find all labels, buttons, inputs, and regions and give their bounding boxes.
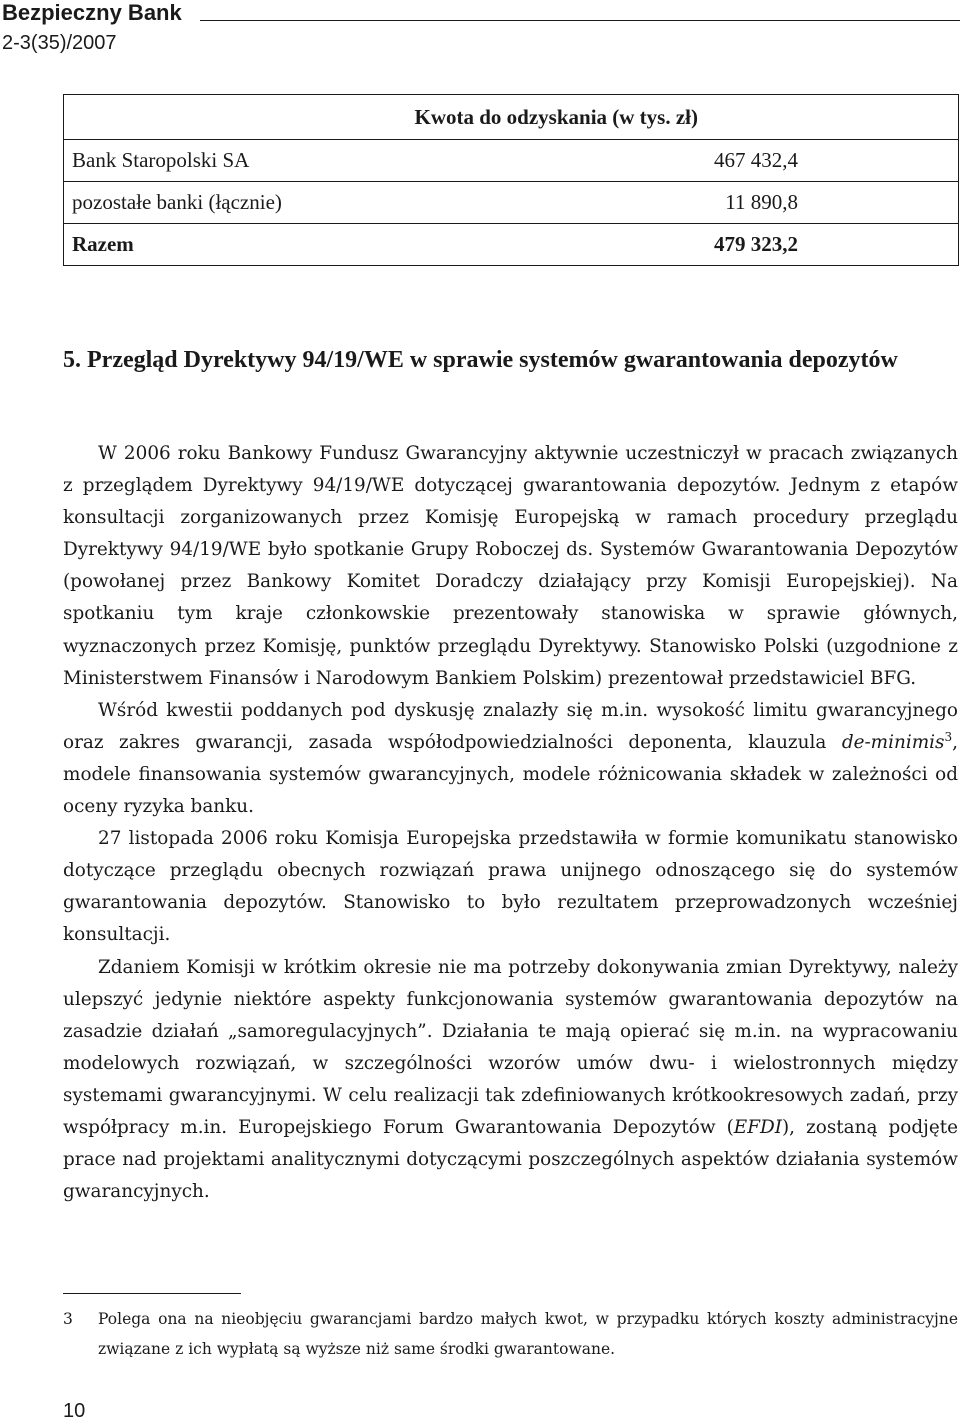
table-row: [64, 140, 959, 182]
table-header-cell: Kwota do odzyskania (w tys. zł): [324, 95, 959, 140]
footnote-number: 3: [63, 1310, 73, 1328]
table-row: [64, 182, 959, 224]
paragraph-1: W 2006 roku Bankowy Fundusz Gwarancyjny aktywnie uczestniczył w pracach związanych z przeglądem Dyrektywy 94/19/WE dotyczącej gwarantowania depozytów. Jednym z etapów konsultacji zorganizowanych przez Komisję Europejską w ramach procedury przeglądu Dyrektywy 94/19/WE było spotkanie Grupy Roboczej ds. Systemów Gwarantowania Depozytów (powołanej przez Bankowy Komitet Doradczy działający przy Komisji Europejskiej). Na spotkaniu tym kraje członkowskie prezentowały stanowiska w sprawie głównych, wyznaczonych przez Komisję, punktów przeglądu Dyrektywy. Stanowisko Polski (uzgodnione z Ministerstwem Finansów i Narodowym Bankiem Polskim) prezentował przedstawiciel BFG.: [63, 443, 958, 689]
paragraph-3: 27 listopada 2006 roku Komisja Europejska przedstawiła w formie komunikatu stanowisko dotyczące przeglądu obecnych rozwiązań prawa unijnego odnoszącego się do systemów gwarantowania depozytów. Stanowisko to było rezultatem przeprowadzonych wcześniej konsultacji.: [63, 828, 958, 946]
table-row-label: pozostałe banki (łącznie): [64, 182, 324, 224]
footnote: [63, 1304, 958, 1364]
section-heading: 5. Przegląd Dyrektywy 94/19/WE w sprawie systemów gwarantowania depozytów: [63, 347, 898, 373]
table-header-row: [64, 95, 959, 140]
journal-header: [2, 0, 182, 56]
page-number: 10: [63, 1400, 86, 1422]
paragraph-4-text-a: Zdaniem Komisji w krótkim okresie nie ma potrzeby dokonywania zmian Dyrektywy, należy ulepszyć jedynie niektóre aspekty funkcjonowania systemów gwarantowania depozytów na zasadzie działań „samoregulacyjnych”. Działania te mają opierać się m.in. na wypracowaniu modelowych rozwiązań, w szczególności wzorów umów dwu- i wielostronnych między systemami gwarancyjnymi. W celu realizacji tak zdefiniowanych krótkookresowych zadań, przy współpracy m.in. Europejskiego Forum Gwarantowania Depozytów (: [63, 956, 958, 1138]
journal-issue: 2-3(35)/2007: [2, 32, 117, 54]
paragraph-4: [63, 952, 958, 1209]
paragraph-2: [63, 695, 958, 823]
journal-name: Bezpieczny Bank: [2, 0, 182, 25]
table-row-label: Bank Staropolski SA: [64, 140, 324, 182]
table-total-row: [64, 224, 959, 266]
table-total-value: 479 323,2: [324, 224, 959, 266]
footnote-reference[interactable]: 3: [944, 729, 953, 744]
recovery-table: [63, 94, 959, 266]
footnote-text: Polega ona na nieobjęciu gwarancjami bardzo małych kwot, w przypadku których koszty administracyjne związane z ich wypłatą są wyższe niż same środki gwarantowane.: [98, 1310, 958, 1358]
header-rule: [200, 20, 960, 21]
footnote-rule: [63, 1293, 241, 1294]
paragraph-2-text-b: , modele finansowania systemów gwarancyjnych, modele różnicowania składek w zależności od oceny ryzyka banku.: [63, 731, 958, 818]
table-row-value: 467 432,4: [324, 140, 959, 182]
paragraph-4-text-b: ), zostaną podjęte prace nad projektami analitycznymi dotyczącymi poszczególnych aspektów działania systemów gwarancyjnych.: [63, 1116, 958, 1203]
de-minimis-term: de-minimis: [841, 731, 945, 753]
efdi-term: EFDI: [733, 1116, 782, 1138]
table-total-label: Razem: [64, 224, 324, 266]
body-text: [63, 438, 958, 1208]
table-row-value: 11 890,8: [324, 182, 959, 224]
paragraph-2-text-a: Wśród kwestii poddanych pod dyskusję znalazły się m.in. wysokość limitu gwarancyjnego oraz zakres gwarancji, zasada współodpowiedzialności deponenta, klauzula: [63, 699, 958, 753]
table-header-empty-cell: [64, 95, 324, 140]
